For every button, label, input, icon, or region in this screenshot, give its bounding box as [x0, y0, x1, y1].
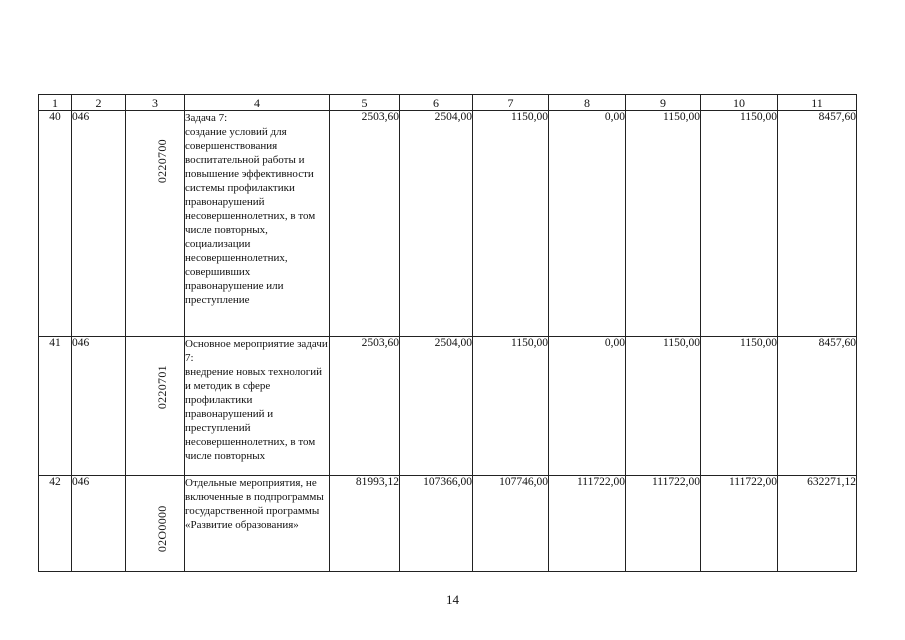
header-cell: 2 [72, 95, 126, 111]
row-number: 40 [39, 111, 72, 337]
header-row [39, 95, 857, 111]
budget-code: 02O0000 [155, 505, 169, 553]
total-cell: 8457,60 [778, 111, 857, 337]
value-cell: 0,00 [549, 337, 626, 476]
value-cell: 111722,00 [549, 476, 626, 572]
header-cell: 9 [626, 95, 701, 111]
row-number: 41 [39, 337, 72, 476]
header-cell: 4 [185, 95, 330, 111]
value-cell: 111722,00 [626, 476, 701, 572]
value-cell: 2504,00 [400, 337, 473, 476]
value-cell: 2503,60 [330, 337, 400, 476]
budget-code-cell [126, 337, 185, 476]
header-cell: 5 [330, 95, 400, 111]
value-cell: 1150,00 [701, 111, 778, 337]
header-cell: 11 [778, 95, 857, 111]
table-row [39, 476, 857, 572]
header-cell: 8 [549, 95, 626, 111]
header-cell: 3 [126, 95, 185, 111]
table-row [39, 337, 857, 476]
row-code-046: 046 [72, 337, 126, 476]
row-code-046: 046 [72, 111, 126, 337]
row-description: Отдельные мероприятия, не включенные в подпрограммы государственной программы «Развитие образования» [185, 476, 330, 572]
total-cell: 632271,12 [778, 476, 857, 572]
value-cell: 2503,60 [330, 111, 400, 337]
page-number: 14 [446, 592, 459, 607]
value-cell: 1150,00 [626, 337, 701, 476]
budget-code: 0220700 [155, 139, 169, 184]
table-row [39, 111, 857, 337]
header-cell: 7 [473, 95, 549, 111]
value-cell: 1150,00 [473, 337, 549, 476]
value-cell: 1150,00 [626, 111, 701, 337]
budget-code-cell [126, 111, 185, 337]
total-cell: 8457,60 [778, 337, 857, 476]
header-cell: 10 [701, 95, 778, 111]
value-cell: 111722,00 [701, 476, 778, 572]
value-cell: 1150,00 [701, 337, 778, 476]
budget-table [38, 94, 857, 572]
row-description: Основное мероприятие задачи 7: внедрение новых технологий и методик в сфере профилактики правонарушений и преступлений несовершеннолетних, в том числе повторных [185, 337, 330, 476]
value-cell: 107746,00 [473, 476, 549, 572]
value-cell: 81993,12 [330, 476, 400, 572]
row-number: 42 [39, 476, 72, 572]
header-cell: 6 [400, 95, 473, 111]
budget-code-cell [126, 476, 185, 572]
value-cell: 107366,00 [400, 476, 473, 572]
value-cell: 1150,00 [473, 111, 549, 337]
header-cell: 1 [39, 95, 72, 111]
row-description: Задача 7: создание условий для совершенствования воспитательной работы и повышение эффективности системы профилактики правонарушений несовершеннолетних, в том числе повторных, социализации несовершеннолетних, совершивших правонарушение или преступление [185, 111, 330, 337]
value-cell: 2504,00 [400, 111, 473, 337]
value-cell: 0,00 [549, 111, 626, 337]
row-code-046: 046 [72, 476, 126, 572]
budget-code: 0220701 [155, 365, 169, 410]
